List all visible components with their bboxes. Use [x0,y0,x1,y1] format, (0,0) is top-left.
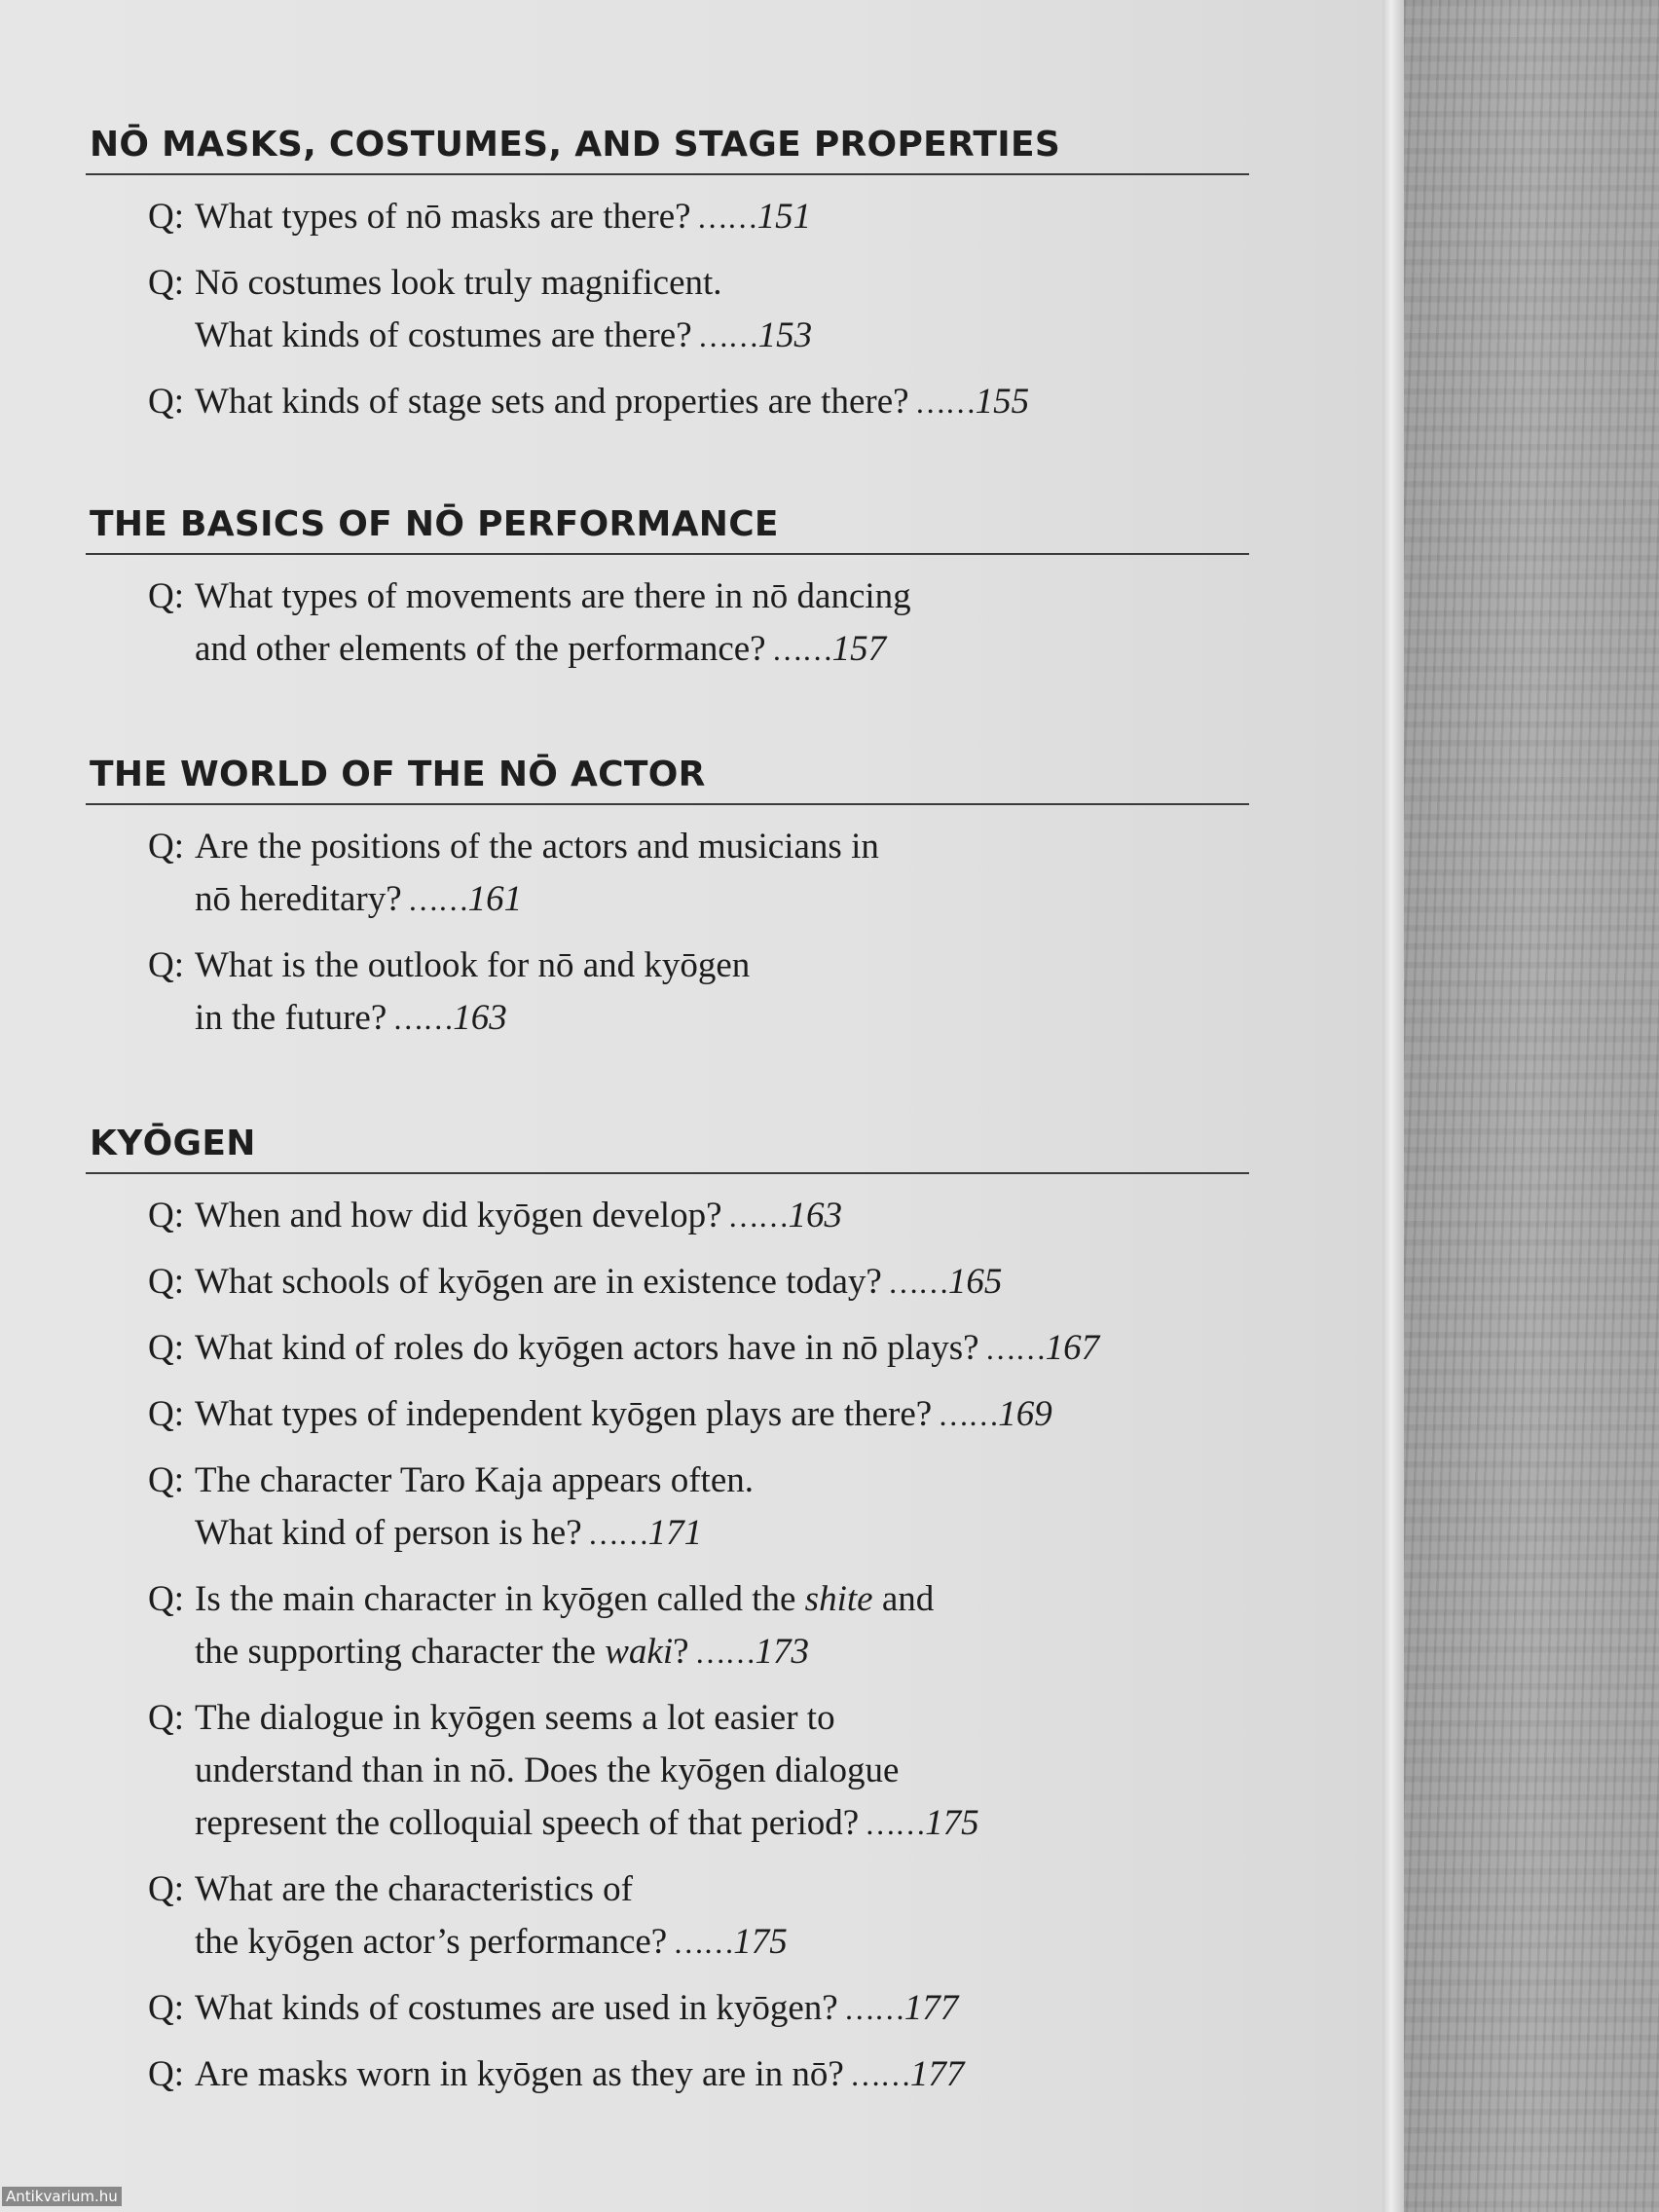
question-marker: Q: [148,197,184,237]
dot-leader: …… [392,1001,454,1036]
toc-entry [148,376,1249,428]
entry-text: understand than in nō. Does the kyōgen dialogue [195,1751,900,1790]
page-number: 177 [903,1988,959,2028]
entry-text: the supporting character the waki? [195,1632,689,1672]
toc-entry [148,1190,1249,1242]
entry-text: the kyōgen actor’s performance? [195,1922,668,1962]
section-basics [86,504,1249,689]
entry-text: What types of independent kyōgen plays are there? [195,1394,933,1434]
dot-leader: …… [696,200,757,235]
page-number: 177 [909,2054,965,2094]
section-rule [86,803,1249,805]
entry-text: Are the positions of the actors and musicians in [195,827,879,866]
dot-leader: …… [727,1198,789,1234]
section-title: THE WORLD OF THE NŌ ACTOR [90,755,706,794]
entry-text: Nō costumes look truly magnificent. [195,263,722,303]
entry-text: Is the main character in kyōgen called the shite and [195,1579,935,1619]
question-marker: Q: [148,382,184,422]
dot-leader: …… [694,1635,756,1670]
question-marker: Q: [148,1262,184,1302]
entry-text: Are masks worn in kyōgen as they are in nō? [195,2054,844,2094]
page-number: 163 [788,1196,842,1235]
dot-leader: …… [849,2057,910,2092]
question-marker: Q: [148,2054,184,2094]
page-edge [1382,0,1404,2212]
entry-text: What kinds of stage sets and properties are there? [195,382,909,422]
question-marker: Q: [148,576,184,616]
question-marker: Q: [148,1394,184,1434]
page-number: 155 [975,382,1030,422]
page-number: 163 [453,998,507,1038]
dot-leader: …… [771,632,832,667]
dot-leader: …… [938,1397,999,1432]
entry-text: What kinds of costumes are there? [195,315,692,355]
toc-entry [148,1256,1249,1309]
question-marker: Q: [148,1460,184,1500]
dot-leader: …… [407,882,468,917]
page-number: 169 [998,1394,1052,1434]
page-number: 175 [733,1922,788,1962]
entry-text: What types of movements are there in nō dancing [195,576,911,616]
dot-leader: …… [865,1806,926,1841]
question-marker: Q: [148,827,184,866]
page-number: 175 [925,1803,979,1843]
toc-entry [148,191,1249,243]
section-title: NŌ MASKS, COSTUMES, AND STAGE PROPERTIES [90,125,1061,165]
entry-text: What schools of kyōgen are in existence today? [195,1262,882,1302]
toc-entry [148,257,1249,362]
toc-entry [148,1863,1249,1969]
toc-entry [148,821,1249,926]
page-number: 153 [757,315,813,355]
question-marker: Q: [148,1988,184,2028]
background-surface [1404,0,1659,2212]
dot-leader: …… [887,1265,948,1300]
question-marker: Q: [148,1328,184,1368]
entry-text: represent the colloquial speech of that period? [195,1803,860,1843]
entry-text: and other elements of the performance? [195,629,766,669]
question-marker: Q: [148,1196,184,1235]
entry-text: What kind of person is he? [195,1513,582,1553]
entry-text: What are the characteristics of [195,1869,633,1909]
toc-entry [148,2048,1249,2101]
toc-entry [148,1692,1249,1850]
page-number: 151 [756,197,812,237]
dot-leader: …… [697,318,758,353]
section-rule [86,173,1249,175]
entry-text: What types of nō masks are there? [195,197,691,237]
section-title: KYŌGEN [90,1124,256,1163]
entry-text: in the future? [195,998,387,1038]
question-marker: Q: [148,1698,184,1738]
toc-entry [148,1322,1249,1375]
section-rule [86,1172,1249,1174]
entry-text: nō hereditary? [195,879,402,919]
entry-text: What is the outlook for nō and kyōgen [195,945,751,985]
toc-entry [148,1573,1249,1678]
page-number: 171 [647,1513,703,1553]
page-number: 157 [831,629,887,669]
toc-entry [148,571,1249,676]
question-marker: Q: [148,263,184,303]
entry-text: The character Taro Kaja appears often. [195,1460,755,1500]
section-no-masks [86,125,1249,442]
dot-leader: …… [587,1516,648,1551]
section-kyogen [86,1124,1249,2115]
entry-text: What kind of roles do kyōgen actors have in nō plays? [195,1328,979,1368]
toc-entry [148,940,1249,1045]
page-number: 165 [947,1262,1003,1302]
question-marker: Q: [148,945,184,985]
toc-entry [148,1388,1249,1441]
question-marker: Q: [148,1869,184,1909]
section-title: THE BASICS OF NŌ PERFORMANCE [90,504,779,544]
dot-leader: …… [914,385,976,420]
watermark: Antikvarium.hu [2,2187,122,2206]
dot-leader: …… [984,1331,1046,1366]
toc-entry [148,1455,1249,1560]
dot-leader: …… [843,1991,904,2026]
page-number: 167 [1045,1328,1100,1368]
toc-entry [148,1982,1249,2035]
section-rule [86,553,1249,555]
page-number: 161 [467,879,523,919]
entry-text: What kinds of costumes are used in kyōgen? [195,1988,838,2028]
entry-text: The dialogue in kyōgen seems a lot easier to [195,1698,835,1738]
question-marker: Q: [148,1579,184,1619]
page-number: 173 [755,1632,810,1672]
dot-leader: …… [673,1925,734,1960]
entry-text: When and how did kyōgen develop? [195,1196,722,1235]
section-world [86,755,1249,1058]
